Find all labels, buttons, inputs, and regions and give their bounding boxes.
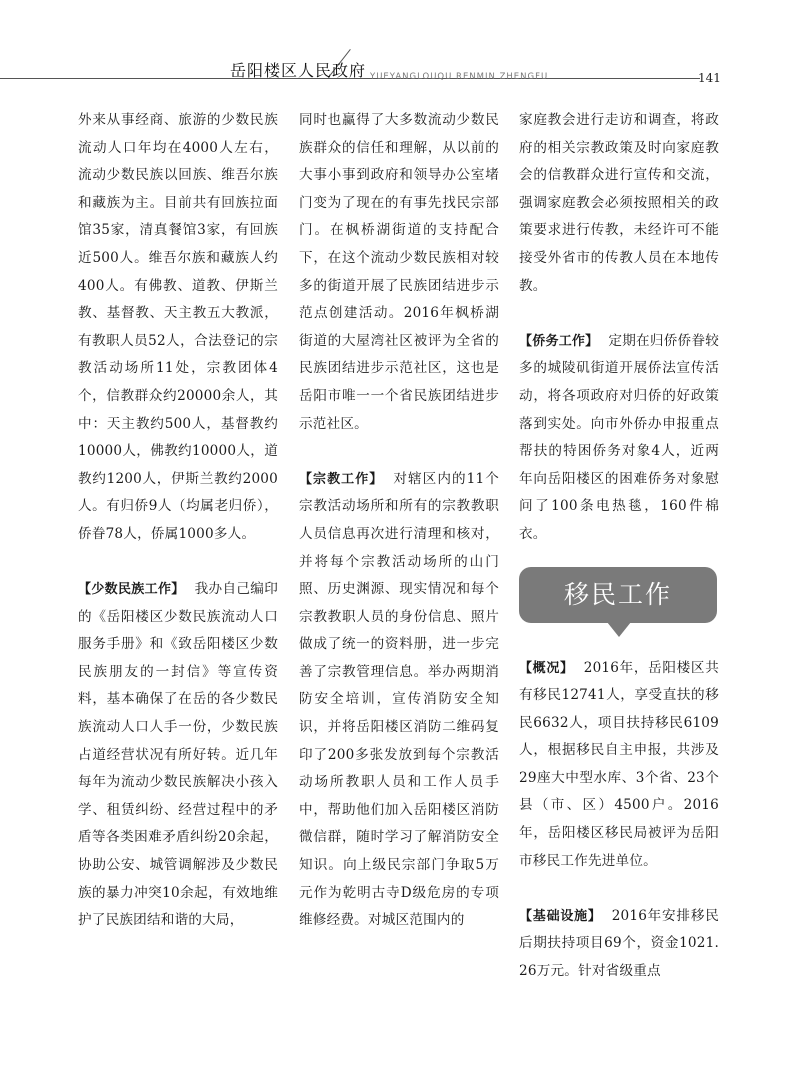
header-title-cn: 岳阳楼区人民政府: [230, 61, 367, 80]
paragraph-infrastructure: [519, 903, 719, 986]
section-tag-infrastructure: 【基础设施】: [519, 908, 602, 924]
paragraph-ethnic-overview: 外来从事经商、旅游的少数民族流动人口年均在4000人左右，流动少数民族以回族、维吾尔族和藏族为主。目前共有回族拉面馆35家，清真餐馆3家，有回族近500人。维吾尔族和藏族人约400人。有佛教、道教、伊斯兰教、基督教、天主教五大教派，有教职人员52人，合法登记的宗教活动场所11处，宗教团体4个，信教群众约20000余人，其中：天主教约500人，基督教约10000人，佛教约10000人，道教约1200人，伊斯兰教约2000人。有归侨9人（均属老归侨），侨眷78人，侨属1000多人。: [78, 112, 278, 542]
paragraph-religion-continued: 家庭教会进行走访和调查，将政府的相关宗教政策及时向家庭教会的信教群众进行宣传和交流，强调家庭教会必须按照相关的政策要求进行传教，未经许可不能接受外省市的传教人员在本地传教。: [519, 112, 719, 294]
section-badge-migration: [519, 567, 717, 623]
speech-bubble-tail: [607, 622, 631, 637]
section-tag-religion-work: 【宗教工作】: [299, 471, 384, 487]
page-number: 141: [698, 71, 721, 85]
header-title-en: YUEYANGLOUQU RENMIN ZHENGFU: [370, 72, 549, 82]
section-tag-ethnic-work: 【少数民族工作】: [78, 582, 185, 598]
paragraph-ethnic-continued: 同时也赢得了大多数流动少数民族群众的信任和理解，从以前的大事小事到政府和领导办公室堵门变为了现在的有事先找民宗部门。在枫桥湖街道的支持配合下，在这个流动少数民族相对较多的街道开展了民族团结进步示范点创建活动。2016年枫桥湖街道的大屋湾社区被评为全省的民族团结进步示范社区，这也是岳阳市唯一一个省民族团结进步示范社区。: [299, 112, 499, 432]
section-tag-overseas-chinese: 【侨务工作】: [519, 333, 599, 349]
paragraph-migration-overview-text: 2016年，岳阳楼区共有移民12741人，享受直扶的移民6632人，项目扶持移民6109人，根据移民自主申报，共涉及29座大中型水库、3个省、23个县（市、区）4500户。2016年，岳阳楼区移民局被评为岳阳市移民工作先进单位。: [519, 659, 720, 869]
paragraph-overseas-chinese-work: [519, 328, 719, 549]
column-2: [299, 107, 499, 935]
paragraph-infrastructure-text: 2016年安排移民后期扶持项目69个，资金1021.26万元。针对省级重点: [519, 907, 719, 980]
paragraph-ethnic-work-text: 我办自己编印的《岳阳楼区少数民族流动人口服务手册》和《致岳阳楼区少数民族朋友的一封信》等宣传资料，基本确保了在岳的各少数民族流动人口人手一份，少数民族占道经营状况有所好转。近几年每年为流动少数民族解决小孩入学、租赁纠纷、经营过程中的矛盾等各类困难矛盾纠纷20余起，协助公安、城管调解涉及少数民族的暴力冲突10余起，有效地维护了民族团结和谐的大局，: [78, 581, 278, 929]
section-title-migration: 移民工作: [563, 579, 672, 609]
column-1: [78, 107, 278, 935]
column-3: [519, 107, 719, 986]
paragraph-overseas-chinese-text: 定期在归侨侨眷较多的城陵矶街道开展侨法宣传活动，将各项政府对归侨的好政策落到实处。向市外侨办申报重点帮扶的特困侨务对象4人，近两年向岳阳楼区的困难侨务对象慰问了100条电热毯，160件棉衣。: [519, 332, 719, 542]
running-header: [0, 0, 793, 100]
paragraph-ethnic-work: [78, 576, 278, 935]
paragraph-religion-work: [299, 466, 499, 935]
section-tag-overview: 【概况】: [519, 660, 574, 676]
paragraph-migration-overview: [519, 655, 719, 876]
paragraph-religion-work-text: 对辖区内的11个宗教活动场所和所有的宗教教职人员信息再次进行清理和核对，并将每个宗教活动场所的山门照、历史渊源、现实情况和每个宗教教职人员的身份信息、照片做成了统一的资料册，进一步完善了宗教管理信息。举办两期消防安全培训，宣传消防安全知识，并将岳阳楼区消防二维码复印了200多张发放到每个宗教活动场所教职人员和工作人员手中，帮助他们加入岳阳楼区消防微信群，随时学习了解消防安全知识。向上级民宗部门争取5万元作为乾明古寺D级危房的专项维修经费。对城区范围内的: [299, 470, 499, 929]
